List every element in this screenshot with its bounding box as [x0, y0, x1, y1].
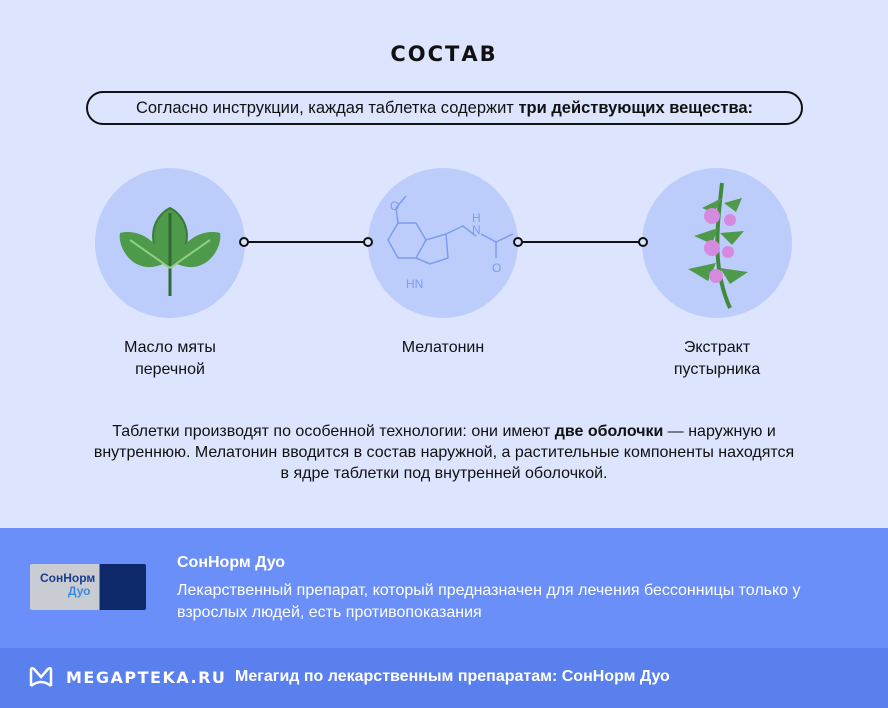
connector-line [518, 241, 643, 243]
motherwort-circle [642, 168, 792, 318]
ingredient-label: Масло мяты перечной [124, 339, 216, 378]
molecule-n: N [472, 223, 481, 237]
product-description: Лекарственный препарат, который предназначен для лечения бессонницы только у взрослых людей, есть противопоказания [177, 582, 801, 621]
ingredient-label: Мелатонин [401, 339, 485, 356]
melatonin-molecule-icon [368, 168, 518, 318]
motherwort-icon [642, 168, 792, 318]
molecule-o: O [390, 199, 400, 213]
logo-m-icon [28, 666, 54, 688]
molecule-hn: HN [406, 277, 424, 291]
product-box-image: СонНорм Дуо [30, 564, 146, 610]
megapteka-logo[interactable]: MEGAPTEKA.RU [28, 666, 226, 688]
intro-bold: три действующих вещества: [518, 99, 754, 117]
molecule-o2: O [492, 261, 502, 275]
mint-leaf-icon [95, 168, 245, 318]
connector-line [244, 241, 368, 243]
connector-dot [363, 237, 373, 247]
molecule-h: H [472, 211, 481, 225]
product-name: СонНорм Дуо [177, 554, 286, 571]
page-title: СОСТАВ [390, 42, 498, 66]
melatonin-circle [368, 168, 518, 318]
intro-box [86, 91, 803, 125]
ingredient-label: Экстракт пустырника [673, 339, 761, 378]
mint-circle [95, 168, 245, 318]
description: Таблетки производят по особенной технологии: они имеют две оболочки — наружную и внутреннюю. Мелатонин вводится в состав наружной, а растительные компоненты находятся в ядре таблетки под внутренней оболочкой. [93, 423, 795, 482]
footer-text: Мегагид по лекарственным препаратам: СонНорм Дуо [235, 668, 670, 685]
intro-text: Согласно инструкции, каждая таблетка содержит [135, 99, 519, 117]
connector-dot [513, 237, 523, 247]
connector-dot [638, 237, 648, 247]
footer [0, 648, 888, 708]
connector-dot [239, 237, 249, 247]
product-band [0, 528, 888, 648]
